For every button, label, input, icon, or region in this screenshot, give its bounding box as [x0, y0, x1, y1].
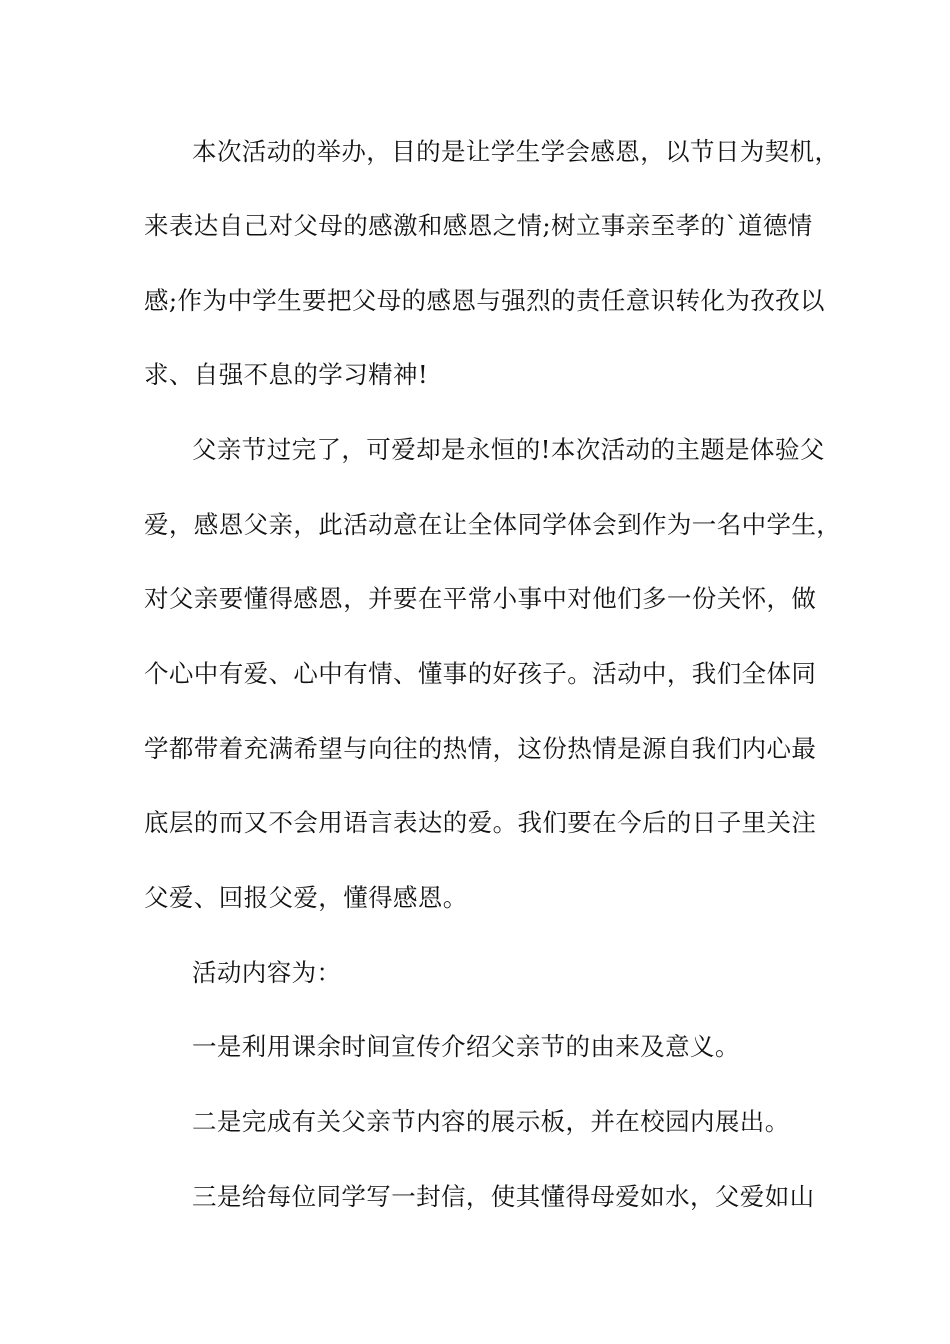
activity-item-1: 一是利用课余时间宣传介绍父亲节的由来及意义。	[192, 1032, 740, 1061]
activity-heading: 活动内容为：	[192, 958, 342, 987]
paragraph-2-line-2: 爱，感恩父亲，此活动意在让全体同学体会到作为一名中学生，	[144, 510, 842, 539]
paragraph-1-line-4: 求、自强不息的学习精神!	[144, 360, 429, 389]
activity-item-2: 二是完成有关父亲节内容的展示板，并在校园内展出。	[192, 1107, 790, 1136]
paragraph-1-line-3: 感;作为中学生要把父母的感恩与强烈的责任意识转化为孜孜以	[144, 286, 825, 315]
paragraph-2-line-3: 对父亲要懂得感恩，并要在平常小事中对他们多一份关怀，做	[144, 584, 817, 613]
paragraph-2-line-7: 父爱、回报父爱，懂得感恩。	[144, 883, 468, 912]
paragraph-2-line-4: 个心中有爱、心中有情、懂事的好孩子。活动中，我们全体同	[144, 659, 817, 688]
activity-item-3: 三是给每位同学写一封信，使其懂得母爱如水，父爱如山	[192, 1182, 815, 1211]
paragraph-1-line-1: 本次活动的举办，目的是让学生学会感恩，以节日为契机，	[192, 137, 840, 166]
paragraph-1-line-2: 来表达自己对父母的感激和感恩之情;树立事亲至孝的`道德情	[144, 211, 813, 240]
paragraph-2-line-6: 底层的而又不会用语言表达的爱。我们要在今后的日子里关注	[144, 808, 817, 837]
paragraph-2-line-1: 父亲节过完了，可爱却是永恒的!本次活动的主题是体验父	[192, 435, 825, 464]
paragraph-2-line-5: 学都带着充满希望与向往的热情，这份热情是源自我们内心最	[144, 734, 817, 763]
